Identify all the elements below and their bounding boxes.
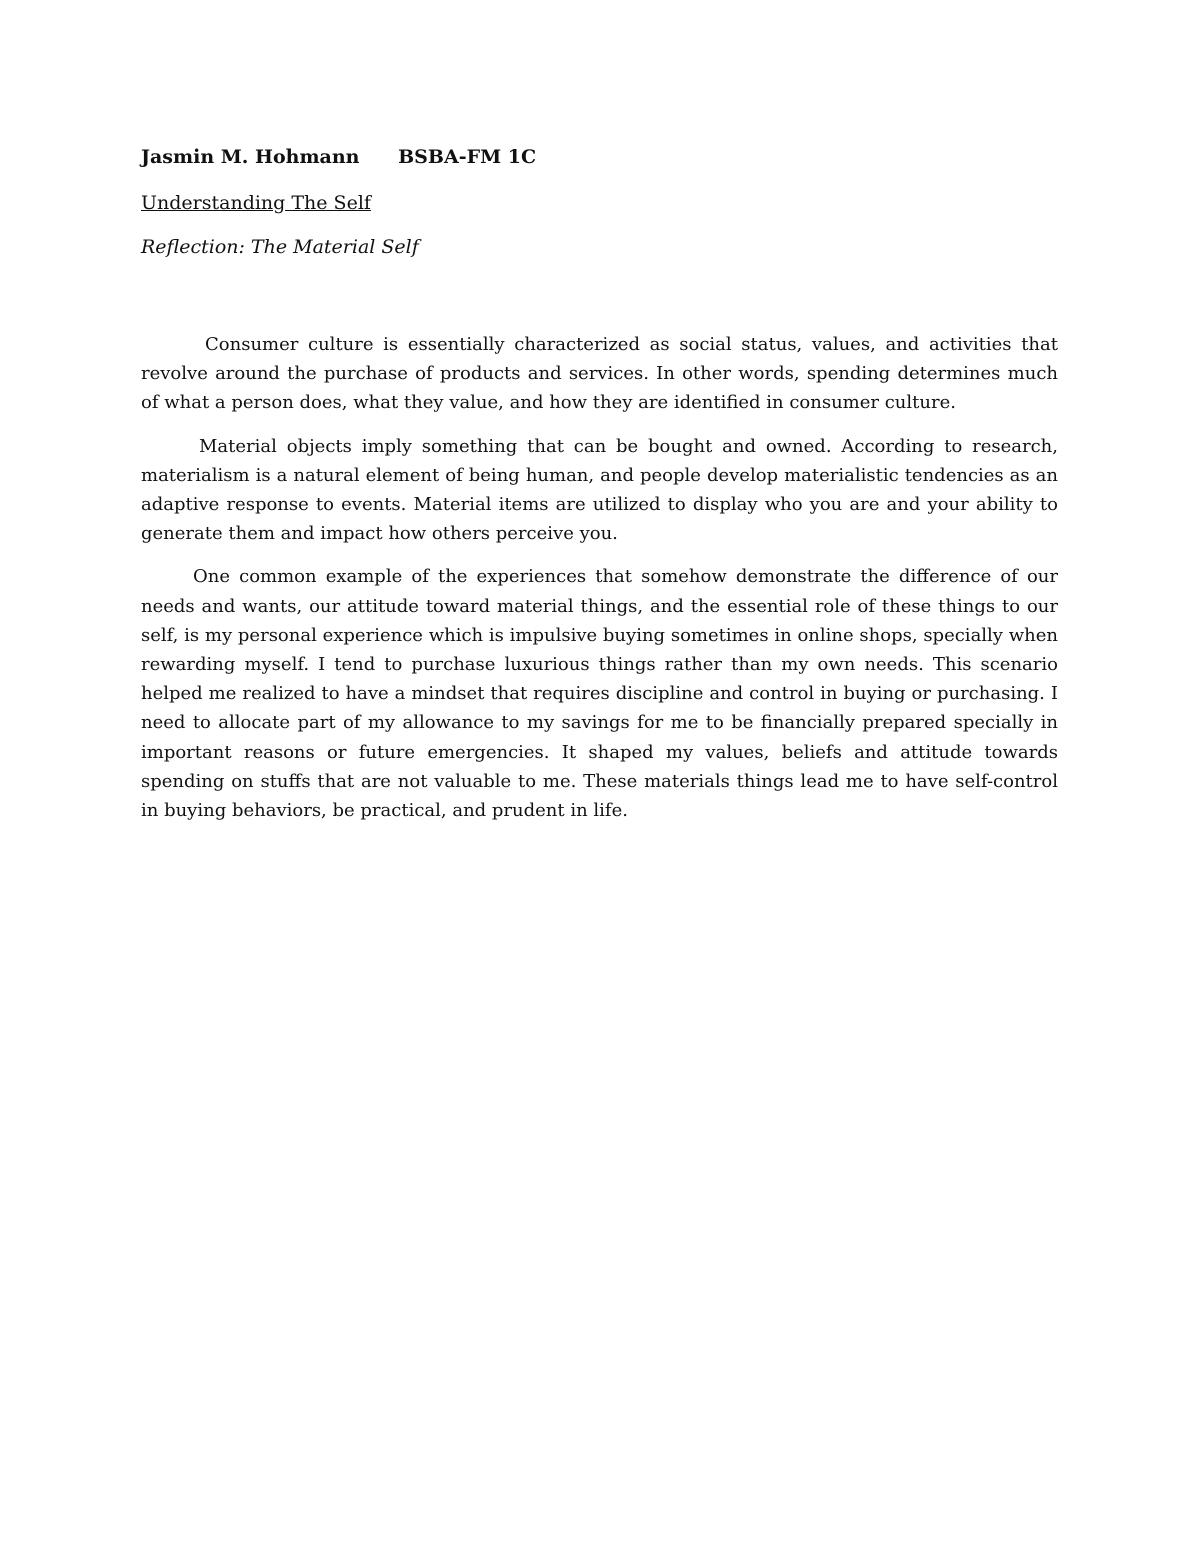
author-header xyxy=(141,140,1058,174)
essay-paragraph: Material objects imply something that can be bought and owned. According to research, materialism is a natural element of being human, and people develop materialistic tendencies as an adaptive response to events. Material items are utilized to display who you are and your ability to generate them and impact how others perceive you. xyxy=(141,435,1058,545)
essay-paragraph: One common example of the experiences that somehow demonstrate the difference of our needs and wants, our attitude toward material things, and the essential role of these things to our self, is my personal experience which is impulsive buying sometimes in online shops, specially when rewarding myself. I tend to purchase luxurious things rather than my own needs. This scenario helped me realized to have a mindset that requires discipline and control in buying or purchasing. I need to allocate part of my allowance to my savings for me to be financially prepared specially in important reasons or future emergencies. It shaped my values, beliefs and attitude towards spending on stuffs that are not valuable to me. These materials things lead me to have self-control in buying behaviors, be practical, and prudent in life. xyxy=(141,566,1058,822)
essay-paragraph: Consumer culture is essentially characterized as social status, values, and activities that revolve around the purchase of products and services. In other words, spending determines much of what a person does, what they value, and how they are identified in consumer culture. xyxy=(141,334,1058,414)
document-content xyxy=(141,140,1058,839)
course-section: BSBA-FM 1C xyxy=(398,146,537,168)
essay-body xyxy=(141,330,1058,825)
author-name: Jasmin M. Hohmann xyxy=(141,146,360,168)
reflection-title: Reflection: The Material Self xyxy=(141,236,419,258)
subject-title: Understanding The Self xyxy=(141,192,371,214)
